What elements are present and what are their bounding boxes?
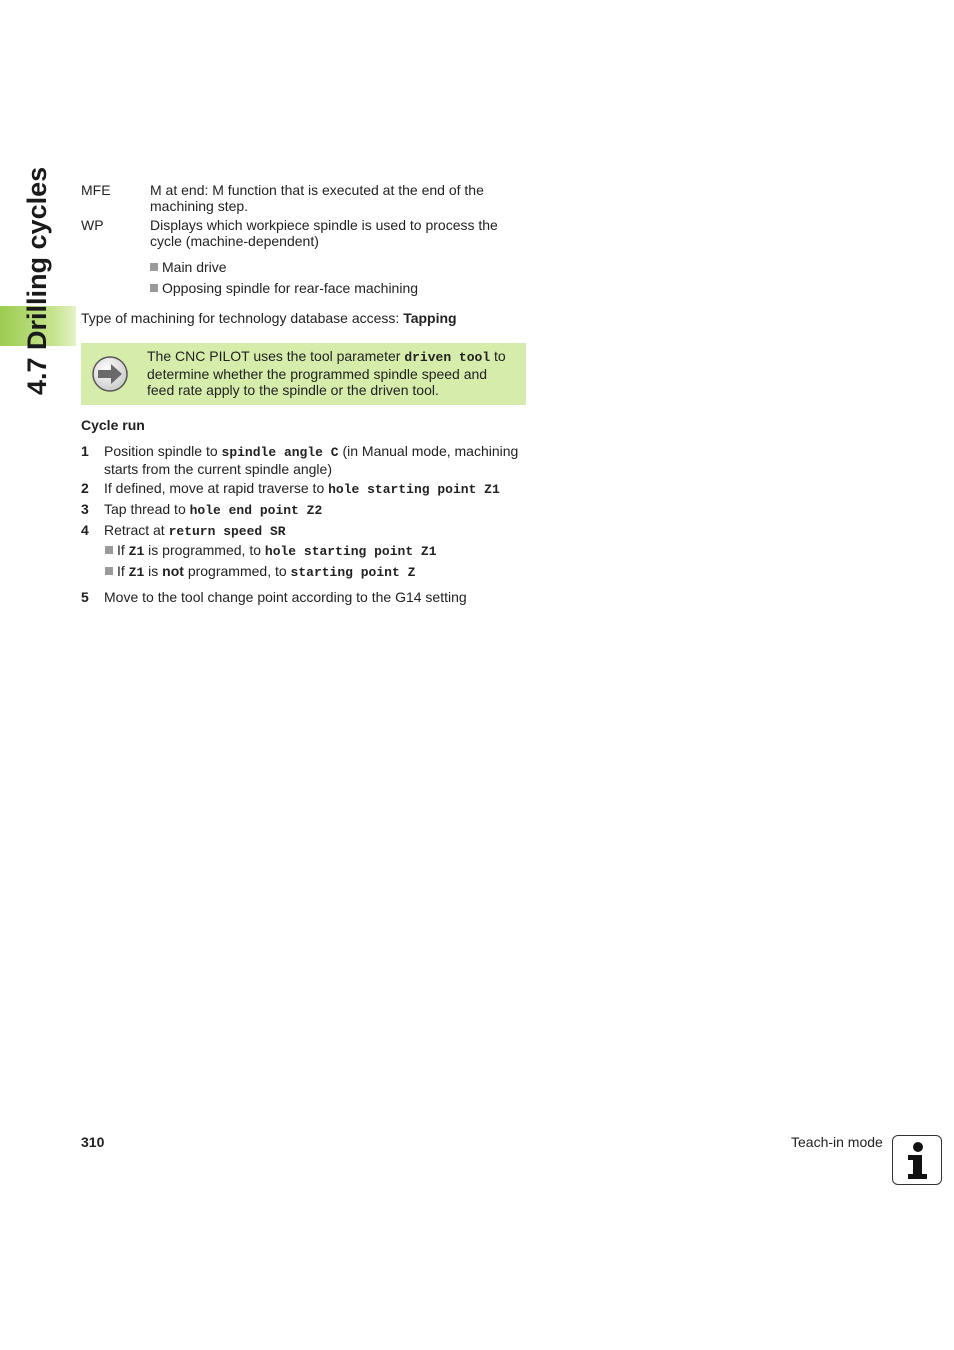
machining-type-line: Type of machining for technology database access: Tapping [81, 310, 457, 326]
chapter-title: 4.7 Drilling cycles [22, 166, 52, 395]
square-bullet-icon [150, 284, 158, 292]
code-driven-tool: driven tool [404, 350, 491, 365]
step-number: 5 [81, 589, 89, 605]
step-text: Retract at return speed SR [104, 522, 286, 539]
step-number: 3 [81, 501, 89, 517]
step-text: Position spindle to spindle angle C (in Manual mode, machining starts from the current spindle angle) [104, 443, 519, 477]
retract-case: If Z1 is programmed, to hole starting point Z1 [105, 542, 437, 560]
page-number: 310 [81, 1134, 105, 1150]
step-text: If defined, move at rapid traverse to hole starting point Z1 [104, 480, 500, 497]
info-glyph [893, 1136, 941, 1184]
footer-mode-label: Teach-in mode [791, 1134, 883, 1150]
step-text: Tap thread to hole end point Z2 [104, 501, 323, 518]
param-desc-wp: Displays which workpiece spindle is used to process the cycle (machine-dependent) [150, 217, 498, 249]
square-bullet-icon [105, 546, 113, 554]
info-icon [892, 1135, 942, 1185]
wp-option-main-drive: Main drive [150, 259, 227, 275]
step-text: Move to the tool change point according to the G14 setting [104, 589, 467, 605]
square-bullet-icon [150, 263, 158, 271]
param-desc-mfe: M at end: M function that is executed at the end of the machining step. [150, 182, 484, 214]
param-name-wp: WP [81, 217, 104, 233]
wp-option-opposing-spindle: Opposing spindle for rear-face machining [150, 280, 418, 296]
step-number: 4 [81, 522, 89, 538]
machining-type-value: Tapping [403, 310, 457, 326]
step-number: 1 [81, 443, 89, 459]
square-bullet-icon [105, 567, 113, 575]
cycle-run-heading: Cycle run [81, 417, 145, 433]
param-name-mfe: MFE [81, 182, 111, 198]
arrow-right-icon [91, 355, 129, 393]
step-number: 2 [81, 480, 89, 496]
note-box [81, 343, 526, 405]
note-text: The CNC PILOT uses the tool parameter driven tool to determine whether the programmed spindle speed and feed rate apply to the spindle or the driven tool. [147, 348, 506, 398]
retract-case: If Z1 is not programmed, to starting point Z [105, 563, 415, 581]
